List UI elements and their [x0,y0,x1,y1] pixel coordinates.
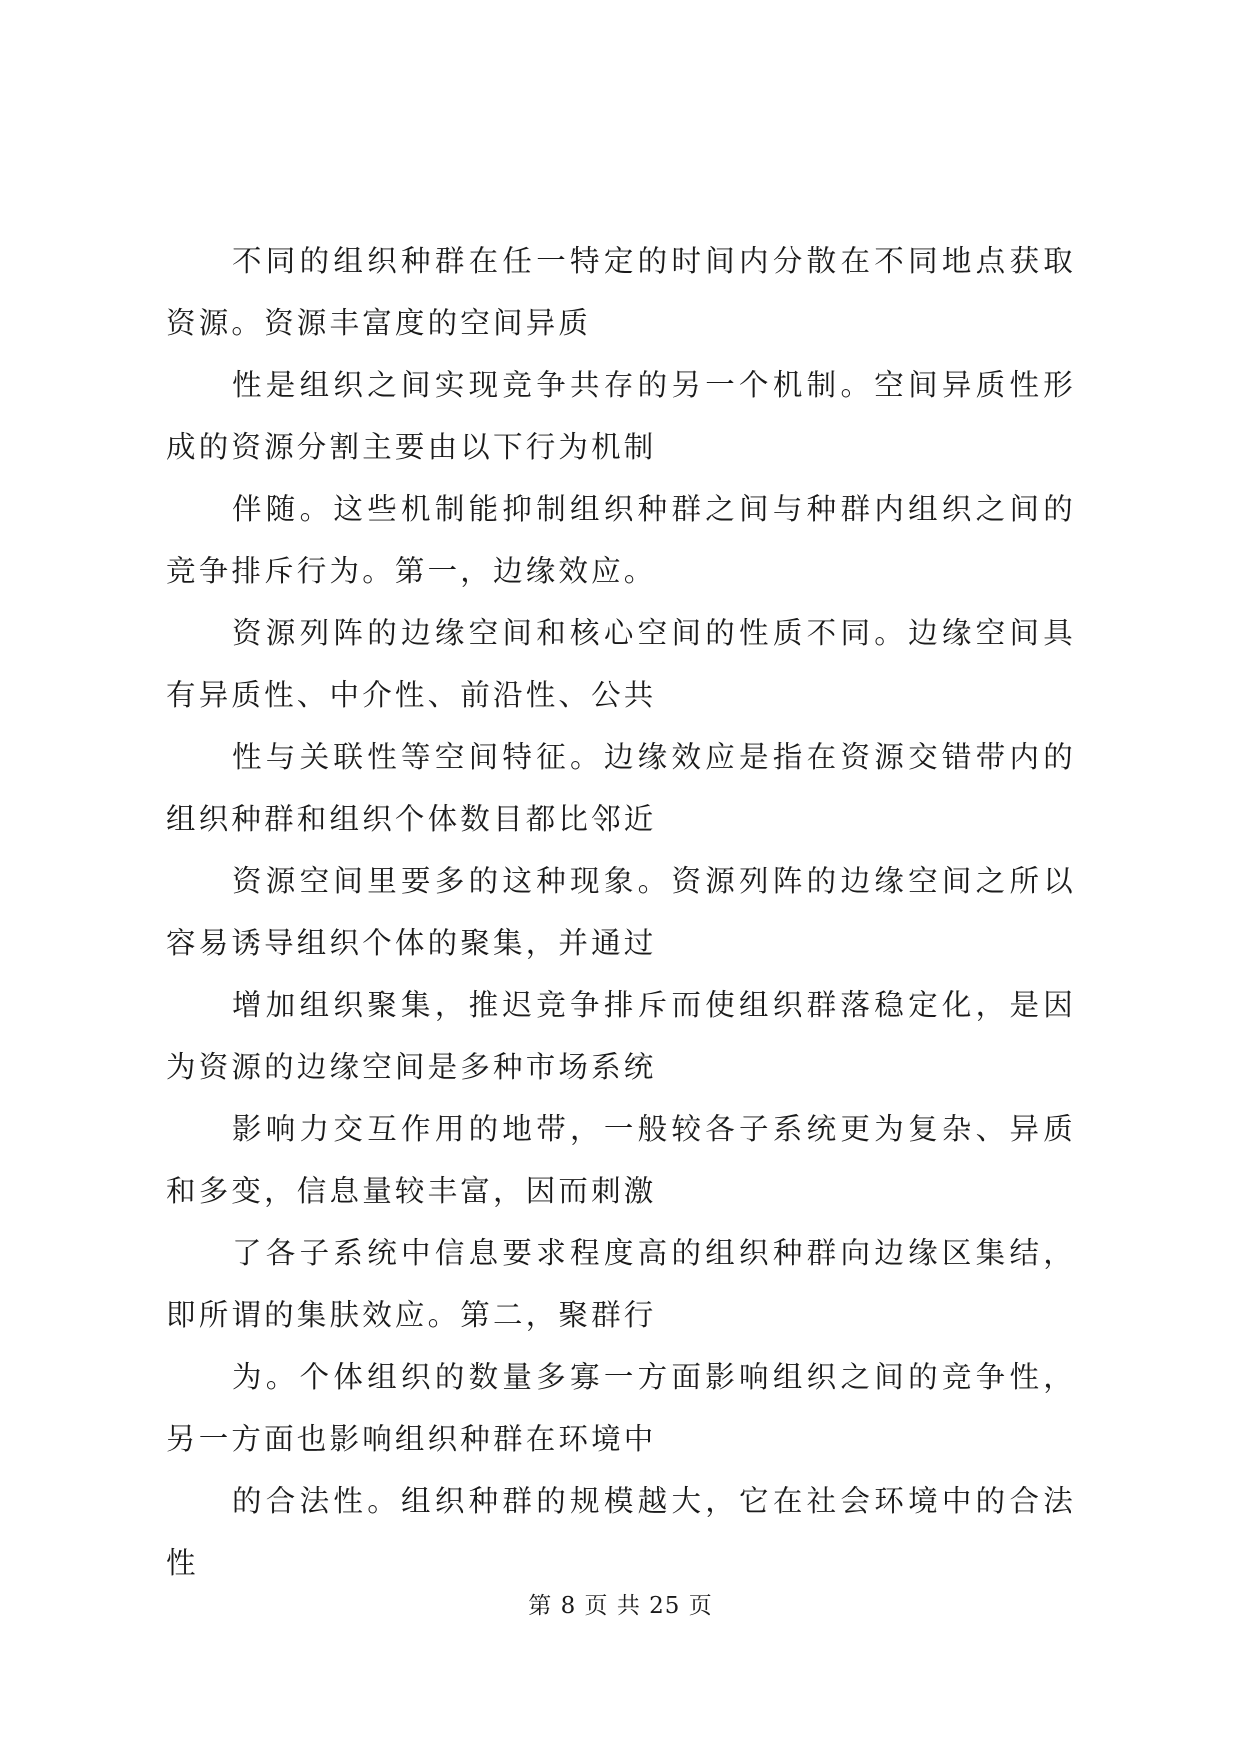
paragraph: 资源空间里要多的这种现象。资源列阵的边缘空间之所以容易诱导组织个体的聚集，并通过 [166,864,1076,960]
paragraph: 资源列阵的边缘空间和核心空间的性质不同。边缘空间具有异质性、中介性、前沿性、公共 [166,616,1076,712]
paragraph: 了各子系统中信息要求程度高的组织种群向边缘区集结，即所谓的集肤效应。第二，聚群行 [166,1236,1076,1332]
paragraph: 不同的组织种群在任一特定的时间内分散在不同地点获取资源。资源丰富度的空间异质 [166,244,1076,340]
paragraph: 性与关联性等空间特征。边缘效应是指在资源交错带内的组织种群和组织个体数目都比邻近 [166,740,1076,836]
paragraph: 伴随。这些机制能抑制组织种群之间与种群内组织之间的竞争排斥行为。第一，边缘效应。 [166,492,1076,588]
paragraph: 影响力交互作用的地带，一般较各子系统更为复杂、异质和多变，信息量较丰富，因而刺激 [166,1112,1076,1208]
paragraph: 为。个体组织的数量多寡一方面影响组织之间的竞争性，另一方面也影响组织种群在环境中 [166,1360,1076,1456]
body-text [166,230,1076,1594]
paragraph: 增加组织聚集，推迟竞争排斥而使组织群落稳定化，是因为资源的边缘空间是多种市场系统 [166,988,1076,1084]
paragraph: 性是组织之间实现竞争共存的另一个机制。空间异质性形成的资源分割主要由以下行为机制 [166,368,1076,464]
paragraph: 的合法性。组织种群的规模越大，它在社会环境中的合法性 [166,1484,1076,1580]
page-number-footer: 第 8 页 共 25 页 [528,1593,713,1619]
